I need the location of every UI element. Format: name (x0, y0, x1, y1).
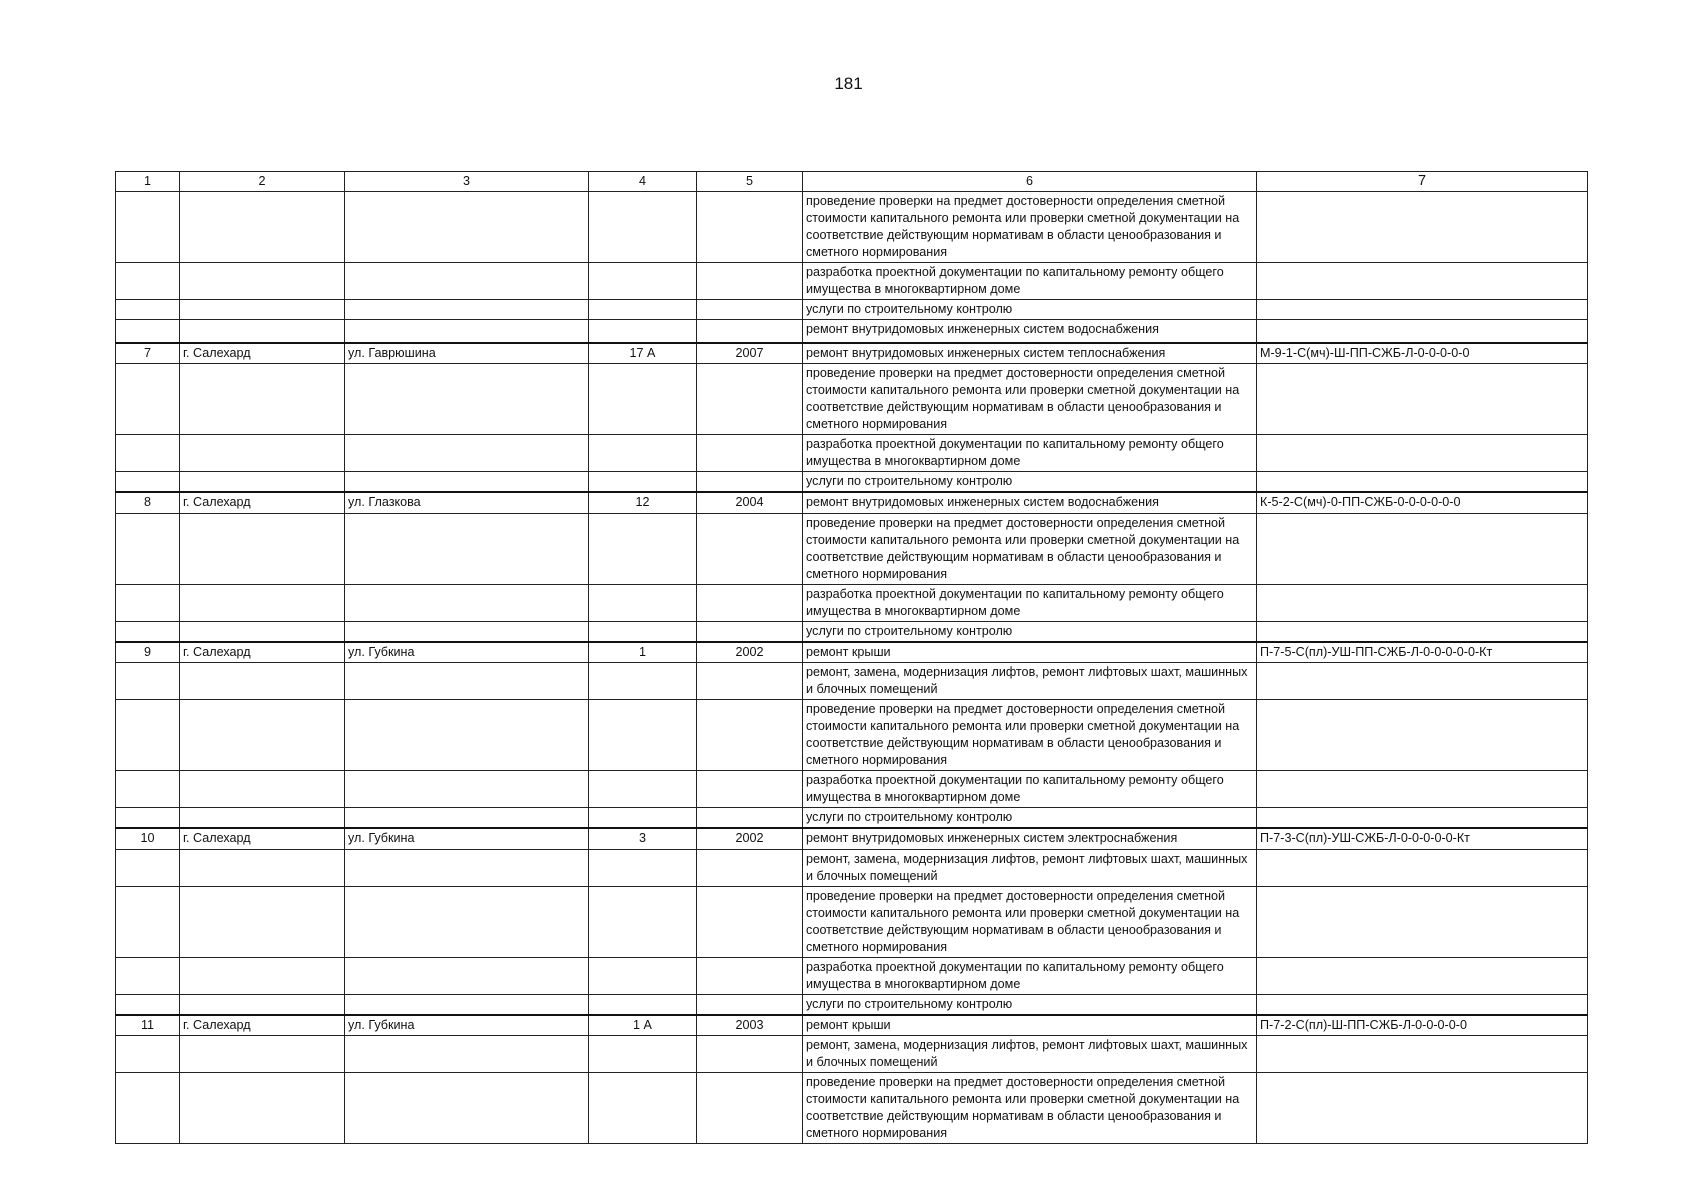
year-cell (697, 663, 803, 700)
work-type-cell: ремонт, замена, модернизация лифтов, ремонт лифтовых шахт, машинных и блочных помещений (803, 663, 1257, 700)
row-number-cell (116, 700, 180, 771)
row-number-cell: 7 (116, 343, 180, 364)
table-row (116, 1073, 1588, 1144)
house-number-cell (589, 300, 697, 320)
work-type-cell: проведение проверки на предмет достоверности определения сметной стоимости капитального ремонта или проверки сметной документации на соответствие действующим нормативам в области ценообразования и сметного нормирования (803, 700, 1257, 771)
street-cell: ул. Гаврюшина (345, 343, 589, 364)
house-code-cell: М-9-1-С(мч)-Ш-ПП-СЖБ-Л-0-0-0-0-0 (1257, 343, 1588, 364)
row-number-cell (116, 621, 180, 642)
table-row (116, 642, 1588, 663)
house-code-cell (1257, 435, 1588, 472)
settlement-cell (180, 771, 345, 808)
row-number-cell (116, 263, 180, 300)
street-cell (345, 472, 589, 493)
row-number-cell (116, 849, 180, 886)
year-cell (697, 472, 803, 493)
house-code-cell (1257, 192, 1588, 263)
house-code-cell (1257, 808, 1588, 829)
column-number-6: 6 (803, 172, 1257, 192)
table-row (116, 828, 1588, 849)
house-number-cell (589, 808, 697, 829)
work-type-cell: ремонт крыши (803, 642, 1257, 663)
year-cell (697, 320, 803, 343)
row-number-cell (116, 472, 180, 493)
settlement-cell: г. Салехард (180, 492, 345, 513)
row-number-cell: 8 (116, 492, 180, 513)
house-code-cell (1257, 300, 1588, 320)
row-number-cell (116, 435, 180, 472)
house-number-cell (589, 700, 697, 771)
capital-repair-table (115, 171, 1588, 1144)
house-code-cell (1257, 320, 1588, 343)
table-row (116, 700, 1588, 771)
table-row (116, 263, 1588, 300)
house-code-cell (1257, 700, 1588, 771)
settlement-cell (180, 513, 345, 584)
table-row (116, 472, 1588, 493)
settlement-cell (180, 621, 345, 642)
year-cell (697, 771, 803, 808)
table-row (116, 364, 1588, 435)
work-type-cell: ремонт внутридомовых инженерных систем теплоснабжения (803, 343, 1257, 364)
street-cell (345, 886, 589, 957)
house-number-cell (589, 1073, 697, 1144)
house-number-cell (589, 663, 697, 700)
column-number-2: 2 (180, 172, 345, 192)
street-cell (345, 663, 589, 700)
year-cell: 2004 (697, 492, 803, 513)
settlement-cell (180, 472, 345, 493)
settlement-cell (180, 1073, 345, 1144)
settlement-cell (180, 849, 345, 886)
settlement-cell (180, 192, 345, 263)
settlement-cell: г. Салехард (180, 1015, 345, 1036)
year-cell (697, 364, 803, 435)
house-code-cell (1257, 886, 1588, 957)
street-cell (345, 513, 589, 584)
table-row (116, 957, 1588, 994)
work-type-cell: проведение проверки на предмет достоверности определения сметной стоимости капитального ремонта или проверки сметной документации на соответствие действующим нормативам в области ценообразования и сметного нормирования (803, 1073, 1257, 1144)
house-number-cell: 1 (589, 642, 697, 663)
house-code-cell (1257, 584, 1588, 621)
house-code-cell (1257, 472, 1588, 493)
street-cell (345, 263, 589, 300)
street-cell: ул. Губкина (345, 1015, 589, 1036)
work-type-cell: разработка проектной документации по капитальному ремонту общего имущества в многоквартирном доме (803, 263, 1257, 300)
house-code-cell (1257, 263, 1588, 300)
street-cell: ул. Губкина (345, 828, 589, 849)
year-cell (697, 957, 803, 994)
work-type-cell: ремонт внутридомовых инженерных систем водоснабжения (803, 320, 1257, 343)
table-row (116, 300, 1588, 320)
work-type-cell: разработка проектной документации по капитальному ремонту общего имущества в многоквартирном доме (803, 584, 1257, 621)
settlement-cell: г. Салехард (180, 642, 345, 663)
table-row (116, 771, 1588, 808)
year-cell (697, 513, 803, 584)
house-number-cell: 12 (589, 492, 697, 513)
year-cell (697, 1073, 803, 1144)
work-type-cell: ремонт, замена, модернизация лифтов, ремонт лифтовых шахт, машинных и блочных помещений (803, 849, 1257, 886)
house-code-cell (1257, 1073, 1588, 1144)
year-cell: 2007 (697, 343, 803, 364)
settlement-cell (180, 886, 345, 957)
column-number-header-row (116, 172, 1588, 192)
house-number-cell (589, 584, 697, 621)
house-number-cell (589, 886, 697, 957)
table-row (116, 621, 1588, 642)
street-cell (345, 584, 589, 621)
house-code-cell (1257, 621, 1588, 642)
row-number-cell (116, 320, 180, 343)
row-number-cell (116, 886, 180, 957)
year-cell: 2002 (697, 642, 803, 663)
street-cell: ул. Губкина (345, 642, 589, 663)
table-row (116, 1015, 1588, 1036)
settlement-cell (180, 957, 345, 994)
street-cell (345, 364, 589, 435)
row-number-cell (116, 364, 180, 435)
house-number-cell: 1 А (589, 1015, 697, 1036)
work-type-cell: разработка проектной документации по капитальному ремонту общего имущества в многоквартирном доме (803, 957, 1257, 994)
settlement-cell (180, 584, 345, 621)
house-code-cell: П-7-5-С(пл)-УШ-ПП-СЖБ-Л-0-0-0-0-0-Кт (1257, 642, 1588, 663)
year-cell (697, 621, 803, 642)
year-cell (697, 584, 803, 621)
house-number-cell (589, 192, 697, 263)
settlement-cell: г. Салехард (180, 343, 345, 364)
settlement-cell (180, 263, 345, 300)
year-cell (697, 994, 803, 1015)
street-cell (345, 300, 589, 320)
street-cell (345, 957, 589, 994)
house-number-cell: 17 А (589, 343, 697, 364)
year-cell (697, 263, 803, 300)
street-cell (345, 1073, 589, 1144)
house-number-cell (589, 435, 697, 472)
year-cell (697, 808, 803, 829)
row-number-cell (116, 771, 180, 808)
row-number-cell: 10 (116, 828, 180, 849)
year-cell (697, 849, 803, 886)
column-number-7: 7 (1257, 172, 1588, 192)
settlement-cell (180, 1036, 345, 1073)
house-number-cell (589, 320, 697, 343)
table-row (116, 513, 1588, 584)
work-type-cell: ремонт внутридомовых инженерных систем водоснабжения (803, 492, 1257, 513)
street-cell (345, 771, 589, 808)
house-number-cell (589, 994, 697, 1015)
house-code-cell (1257, 849, 1588, 886)
year-cell (697, 300, 803, 320)
house-code-cell (1257, 994, 1588, 1015)
settlement-cell (180, 300, 345, 320)
street-cell (345, 700, 589, 771)
row-number-cell (116, 994, 180, 1015)
column-number-1: 1 (116, 172, 180, 192)
house-code-cell (1257, 364, 1588, 435)
work-type-cell: ремонт, замена, модернизация лифтов, ремонт лифтовых шахт, машинных и блочных помещений (803, 1036, 1257, 1073)
row-number-cell (116, 663, 180, 700)
column-number-5: 5 (697, 172, 803, 192)
work-type-cell: услуги по строительному контролю (803, 300, 1257, 320)
house-number-cell (589, 771, 697, 808)
year-cell: 2002 (697, 828, 803, 849)
table-row (116, 886, 1588, 957)
settlement-cell (180, 320, 345, 343)
table-row (116, 343, 1588, 364)
year-cell (697, 435, 803, 472)
street-cell (345, 435, 589, 472)
row-number-cell (116, 808, 180, 829)
street-cell (345, 808, 589, 829)
work-type-cell: разработка проектной документации по капитальному ремонту общего имущества в многоквартирном доме (803, 771, 1257, 808)
house-number-cell (589, 1036, 697, 1073)
table-row (116, 808, 1588, 829)
house-code-cell (1257, 1036, 1588, 1073)
house-number-cell (589, 263, 697, 300)
table-row (116, 492, 1588, 513)
house-code-cell: П-7-3-С(пл)-УШ-СЖБ-Л-0-0-0-0-0-Кт (1257, 828, 1588, 849)
table-row (116, 192, 1588, 263)
house-number-cell (589, 621, 697, 642)
column-number-3: 3 (345, 172, 589, 192)
street-cell: ул. Глазкова (345, 492, 589, 513)
table-row (116, 435, 1588, 472)
year-cell (697, 700, 803, 771)
year-cell (697, 1036, 803, 1073)
street-cell (345, 320, 589, 343)
settlement-cell: г. Салехард (180, 828, 345, 849)
page-number: 181 (834, 74, 863, 93)
work-type-cell: ремонт крыши (803, 1015, 1257, 1036)
row-number-cell (116, 1036, 180, 1073)
work-type-cell: проведение проверки на предмет достоверности определения сметной стоимости капитального ремонта или проверки сметной документации на соответствие действующим нормативам в области ценообразования и сметного нормирования (803, 192, 1257, 263)
row-number-cell (116, 957, 180, 994)
house-number-cell (589, 957, 697, 994)
column-number-4: 4 (589, 172, 697, 192)
year-cell: 2003 (697, 1015, 803, 1036)
house-code-cell (1257, 663, 1588, 700)
work-type-cell: ремонт внутридомовых инженерных систем электроснабжения (803, 828, 1257, 849)
table-row (116, 584, 1588, 621)
house-code-cell (1257, 957, 1588, 994)
table-row (116, 849, 1588, 886)
work-type-cell: услуги по строительному контролю (803, 994, 1257, 1015)
row-number-cell (116, 1073, 180, 1144)
work-type-cell: проведение проверки на предмет достоверности определения сметной стоимости капитального ремонта или проверки сметной документации на соответствие действующим нормативам в области ценообразования и сметного нормирования (803, 364, 1257, 435)
house-code-cell (1257, 771, 1588, 808)
row-number-cell (116, 300, 180, 320)
house-number-cell: 3 (589, 828, 697, 849)
work-type-cell: услуги по строительному контролю (803, 621, 1257, 642)
table-row (116, 320, 1588, 343)
house-code-cell: П-7-2-С(пл)-Ш-ПП-СЖБ-Л-0-0-0-0-0 (1257, 1015, 1588, 1036)
street-cell (345, 621, 589, 642)
house-number-cell (589, 513, 697, 584)
street-cell (345, 994, 589, 1015)
year-cell (697, 886, 803, 957)
row-number-cell (116, 192, 180, 263)
street-cell (345, 192, 589, 263)
settlement-cell (180, 435, 345, 472)
house-code-cell: К-5-2-С(мч)-0-ПП-СЖБ-0-0-0-0-0-0 (1257, 492, 1588, 513)
house-number-cell (589, 364, 697, 435)
work-type-cell: проведение проверки на предмет достоверности определения сметной стоимости капитального ремонта или проверки сметной документации на соответствие действующим нормативам в области ценообразования и сметного нормирования (803, 886, 1257, 957)
settlement-cell (180, 808, 345, 829)
table-row (116, 994, 1588, 1015)
row-number-cell (116, 584, 180, 621)
settlement-cell (180, 700, 345, 771)
work-type-cell: проведение проверки на предмет достоверности определения сметной стоимости капитального ремонта или проверки сметной документации на соответствие действующим нормативам в области ценообразования и сметного нормирования (803, 513, 1257, 584)
settlement-cell (180, 364, 345, 435)
row-number-cell: 9 (116, 642, 180, 663)
house-number-cell (589, 849, 697, 886)
work-type-cell: услуги по строительному контролю (803, 472, 1257, 493)
row-number-cell: 11 (116, 1015, 180, 1036)
work-type-cell: услуги по строительному контролю (803, 808, 1257, 829)
row-number-cell (116, 513, 180, 584)
settlement-cell (180, 994, 345, 1015)
table-row (116, 663, 1588, 700)
street-cell (345, 1036, 589, 1073)
street-cell (345, 849, 589, 886)
settlement-cell (180, 663, 345, 700)
house-number-cell (589, 472, 697, 493)
year-cell (697, 192, 803, 263)
work-type-cell: разработка проектной документации по капитальному ремонту общего имущества в многоквартирном доме (803, 435, 1257, 472)
house-code-cell (1257, 513, 1588, 584)
table-row (116, 1036, 1588, 1073)
